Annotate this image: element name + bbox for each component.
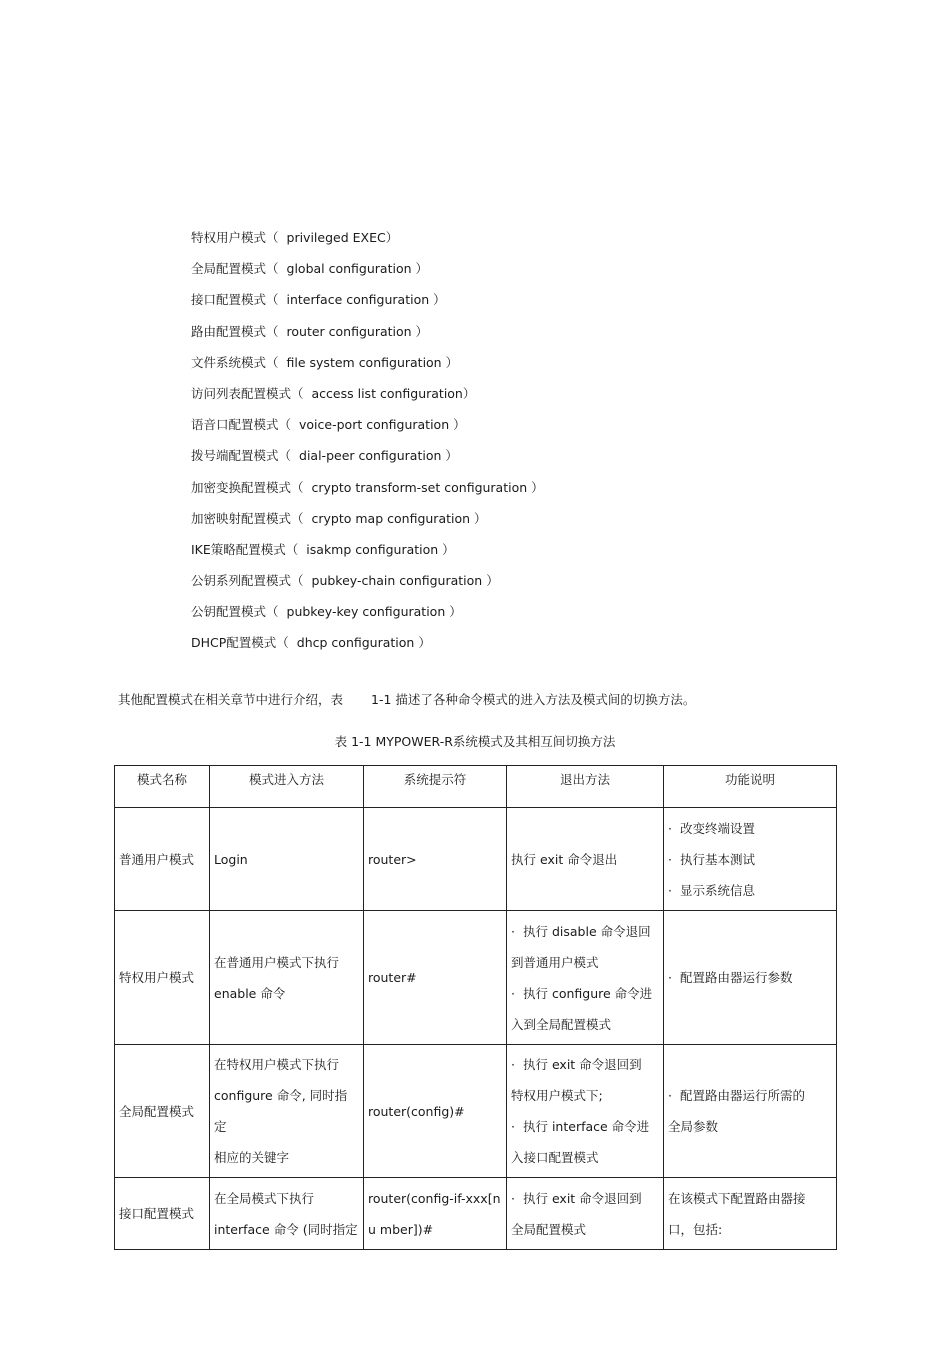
mode-zh: 路由配置模式（ bbox=[191, 323, 279, 339]
bullet-line: · 配置路由器运行参数 bbox=[668, 962, 832, 993]
function-cell bbox=[664, 808, 837, 911]
bullet-line: · 执行 disable 命令退回 bbox=[511, 916, 659, 947]
header-cell: 模式进入方法 bbox=[210, 766, 364, 808]
mode-name-cell: 特权用户模式 bbox=[115, 911, 210, 1045]
mode-item bbox=[191, 384, 544, 415]
cell-line: 在该模式下配置路由器接 bbox=[668, 1190, 806, 1206]
mode-item bbox=[191, 540, 544, 571]
exit-method-cell bbox=[507, 911, 664, 1045]
mode-item bbox=[191, 509, 544, 540]
bullet-line: · 执行基本测试 bbox=[668, 844, 832, 875]
bullet-line: · 配置路由器运行所需的 bbox=[668, 1080, 832, 1111]
mode-en: global configuration ） bbox=[286, 261, 429, 277]
mode-item bbox=[191, 478, 544, 509]
bullet-line: · 执行 interface 命令进 bbox=[511, 1111, 659, 1142]
cell-line: 全局参数 bbox=[668, 1119, 719, 1134]
mode-zh: 接口配置模式（ bbox=[191, 292, 279, 308]
intro-paragraph bbox=[118, 690, 695, 708]
cell-line: enable 命令 bbox=[214, 985, 286, 1001]
mode-en: voice-port configuration ） bbox=[299, 417, 466, 433]
table-row bbox=[115, 1045, 837, 1178]
table-row bbox=[115, 911, 837, 1045]
mode-en: dhcp configuration ） bbox=[296, 635, 431, 651]
mode-item bbox=[191, 571, 544, 602]
exit-method-cell bbox=[507, 808, 664, 911]
mode-name-cell: 接口配置模式 bbox=[115, 1178, 210, 1250]
mode-zh: 加密变换配置模式（ bbox=[191, 479, 304, 495]
exit-method-cell bbox=[507, 1178, 664, 1250]
enter-method-cell bbox=[210, 1045, 364, 1178]
modes-table bbox=[114, 765, 837, 1250]
cell-line: 特权用户模式下; bbox=[511, 1088, 603, 1103]
exit-method-cell bbox=[507, 1045, 664, 1178]
mode-en: pubkey-chain configuration ） bbox=[311, 573, 499, 589]
table-caption: 表 1-1 MYPOWER-R系统模式及其相互间切换方法 bbox=[334, 734, 616, 749]
mode-item bbox=[191, 353, 544, 384]
mode-en: crypto map configuration ） bbox=[311, 510, 487, 526]
table-row bbox=[115, 1178, 837, 1250]
header-cell: 系统提示符 bbox=[364, 766, 507, 808]
mode-en: interface configuration ） bbox=[286, 292, 446, 308]
bullet-line: · 显示系统信息 bbox=[668, 875, 832, 906]
bullet-line: · 改变终端设置 bbox=[668, 813, 832, 844]
cell-line: 在普通用户模式下执行 bbox=[214, 954, 340, 970]
mode-en: isakmp configuration ） bbox=[306, 541, 455, 557]
enter-method-cell bbox=[210, 1178, 364, 1250]
cell-line: 入到全局配置模式 bbox=[511, 1016, 612, 1032]
enter-method-cell bbox=[210, 808, 364, 911]
mode-item bbox=[191, 322, 544, 353]
enter-method-cell bbox=[210, 911, 364, 1045]
bullet-line: · 执行 configure 命令进 bbox=[511, 978, 659, 1009]
mode-list bbox=[191, 228, 544, 665]
prompt-cell: router> bbox=[364, 808, 507, 911]
mode-zh: 公钥系列配置模式（ bbox=[191, 573, 304, 589]
header-cell: 退出方法 bbox=[507, 766, 664, 808]
header-cell: 功能说明 bbox=[664, 766, 837, 808]
mode-en: access list configuration） bbox=[311, 385, 476, 401]
cell-line: 全局配置模式 bbox=[511, 1221, 587, 1237]
bullet-line: · 执行 exit 命令退回到 bbox=[511, 1049, 659, 1080]
function-cell bbox=[664, 1178, 837, 1250]
mode-en: pubkey-key configuration ） bbox=[286, 604, 462, 620]
mode-en: crypto transform-set configuration ） bbox=[311, 479, 544, 495]
mode-zh: 特权用户模式（ bbox=[191, 230, 279, 245]
cell-line: configure 命令, 同时指定 bbox=[214, 1088, 348, 1134]
cell-line: 执行 exit 命令退出 bbox=[511, 851, 618, 867]
mode-zh: 加密映射配置模式（ bbox=[191, 510, 304, 526]
mode-zh: 语音口配置模式（ bbox=[191, 417, 292, 433]
prompt-cell: router(config-if-xxx[nu mber])# bbox=[364, 1178, 507, 1250]
mode-zh: IKE策略配置模式（ bbox=[191, 541, 299, 557]
mode-name-cell: 全局配置模式 bbox=[115, 1045, 210, 1178]
prompt-cell: router# bbox=[364, 911, 507, 1045]
mode-item bbox=[191, 259, 544, 290]
mode-zh: 拨号端配置模式（ bbox=[191, 448, 292, 464]
mode-zh: 访问列表配置模式（ bbox=[191, 385, 304, 401]
prompt-cell: router(config)# bbox=[364, 1045, 507, 1178]
cell-line: Login bbox=[214, 851, 248, 867]
intro-text-1: 其他配置模式在相关章节中进行介绍，表 bbox=[118, 692, 344, 707]
header-cell: 模式名称 bbox=[115, 766, 210, 808]
cell-line: 入接口配置模式 bbox=[511, 1150, 599, 1165]
function-cell bbox=[664, 911, 837, 1045]
mode-item bbox=[191, 415, 544, 446]
mode-en: privileged EXEC） bbox=[286, 230, 399, 245]
mode-zh: 全局配置模式（ bbox=[191, 261, 279, 277]
function-cell bbox=[664, 1045, 837, 1178]
mode-zh: DHCP配置模式（ bbox=[191, 635, 289, 651]
mode-en: router configuration ） bbox=[286, 323, 429, 339]
cell-line: 在全局模式下执行 bbox=[214, 1190, 315, 1206]
table-row bbox=[115, 808, 837, 911]
intro-text-2: 1-1 描述了各种命令模式的进入方法及模式间的切换方法。 bbox=[371, 692, 696, 707]
mode-item bbox=[191, 602, 544, 633]
mode-item bbox=[191, 290, 544, 321]
mode-item bbox=[191, 633, 544, 664]
mode-en: dial-peer configuration ） bbox=[299, 448, 458, 464]
mode-zh: 文件系统模式（ bbox=[191, 354, 279, 370]
mode-zh: 公钥配置模式（ bbox=[191, 604, 279, 620]
mode-item bbox=[191, 446, 544, 477]
cell-line: 到普通用户模式 bbox=[511, 954, 599, 970]
cell-line: 在特权用户模式下执行 bbox=[214, 1057, 340, 1072]
cell-line: 相应的关键字 bbox=[214, 1150, 290, 1165]
mode-en: file system configuration ） bbox=[286, 354, 459, 370]
cell-line: 口，包括: bbox=[668, 1221, 723, 1237]
bullet-line: · 执行 exit 命令退回到 bbox=[511, 1183, 659, 1214]
cell-line: interface 命令 (同时指定 bbox=[214, 1221, 358, 1237]
mode-name-cell: 普通用户模式 bbox=[115, 808, 210, 911]
table-header-row bbox=[115, 766, 837, 808]
mode-item bbox=[191, 228, 544, 259]
